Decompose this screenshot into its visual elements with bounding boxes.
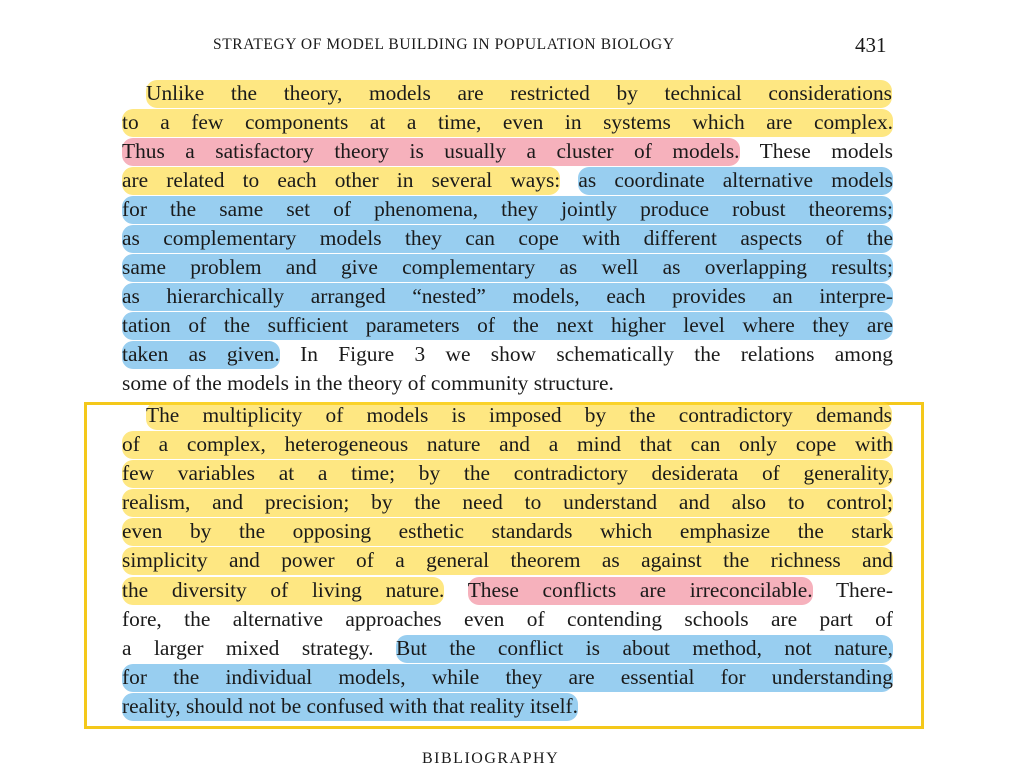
highlight-yellow: The multiplicity of models is imposed by the contradictory demands: [146, 402, 892, 430]
paragraph-2-line-2: [122, 430, 893, 459]
highlight-blue: as hierarchically arranged “nested” models, each provides an interpre-: [122, 283, 893, 311]
highlight-blue: But the conflict is about method, not nature,: [396, 635, 893, 663]
paragraph-1-line-8: [122, 282, 893, 311]
highlight-blue: for the individual models, while they are essential for understanding: [122, 664, 893, 692]
text-segment: There-: [812, 578, 893, 602]
highlight-yellow: to a few components at a time, even in systems which are complex.: [122, 109, 893, 137]
paragraph-2-line-1: [146, 401, 892, 430]
highlight-blue: taken as given.: [122, 341, 280, 369]
paragraph-1-line-4: [122, 166, 893, 195]
highlight-yellow: realism, and precision; by the need to understand and also to control;: [122, 489, 893, 517]
page-number: 431: [855, 33, 887, 57]
text-segment: These models: [739, 139, 893, 163]
highlight-blue: tation of the sufficient parameters of the next higher level where they are: [122, 312, 893, 340]
paragraph-1-line-7: [122, 253, 893, 282]
highlight-pink: These conflicts are irreconcilable.: [468, 577, 813, 605]
highlight-yellow: are related to each other in several ways:: [122, 167, 560, 195]
paragraph-2-line-9: [122, 634, 893, 663]
highlight-yellow: Unlike the theory, models are restricted by technical considerations: [146, 80, 892, 108]
paragraph-1-line-2: [122, 108, 893, 137]
text-segment: some of the models in the theory of community structure.: [122, 371, 614, 395]
text-segment: fore, the alternative approaches even of contending schools are part of: [122, 607, 893, 631]
paragraph-1-line-6: [122, 224, 893, 253]
paragraph-2-line-4: [122, 488, 893, 517]
paragraph-1-line-1: [146, 79, 892, 108]
paragraph-2-line-5: [122, 517, 893, 546]
paragraph-1-line-5: [122, 195, 893, 224]
text-segment: a larger mixed strategy.: [122, 636, 396, 660]
highlight-pink: Thus a satisfactory theory is usually a cluster of models.: [122, 138, 740, 166]
paragraph-1-line-3: [122, 137, 893, 166]
highlight-yellow: few variables at a time; by the contradictory desiderata of generality,: [122, 460, 893, 488]
paragraph-2-line-10: [122, 663, 893, 692]
running-head: STRATEGY OF MODEL BUILDING IN POPULATION BIOLOGY: [213, 36, 675, 53]
highlight-blue: reality, should not be confused with that reality itself.: [122, 693, 578, 721]
highlight-yellow: of a complex, heterogeneous nature and a mind that can only cope with: [122, 431, 893, 459]
highlight-blue: for the same set of phenomena, they jointly produce robust theorems;: [122, 196, 893, 224]
paragraph-2-line-11: [122, 692, 893, 721]
text-segment: [444, 578, 467, 602]
highlight-blue: as coordinate alternative models: [578, 167, 893, 195]
paragraph-1-line-9: [122, 311, 893, 340]
paragraph-2-line-6: [122, 546, 893, 575]
highlight-yellow: even by the opposing esthetic standards which emphasize the stark: [122, 518, 893, 546]
paragraph-2-line-7: [122, 576, 893, 605]
paragraph-2-line-3: [122, 459, 893, 488]
paragraph-2-line-8: [122, 605, 893, 634]
highlight-yellow: the diversity of living nature.: [122, 577, 444, 605]
paragraph-1-line-10: [122, 340, 893, 369]
highlight-yellow: simplicity and power of a general theorem as against the richness and: [122, 547, 893, 575]
highlight-blue: same problem and give complementary as well as overlapping results;: [122, 254, 893, 282]
paragraph-1-line-11: [122, 369, 893, 398]
text-segment: [560, 168, 578, 192]
text-segment: In Figure 3 we show schematically the relations among: [279, 342, 893, 366]
highlight-blue: as complementary models they can cope with different aspects of the: [122, 225, 893, 253]
section-heading-bibliography: BIBLIOGRAPHY: [422, 750, 560, 767]
